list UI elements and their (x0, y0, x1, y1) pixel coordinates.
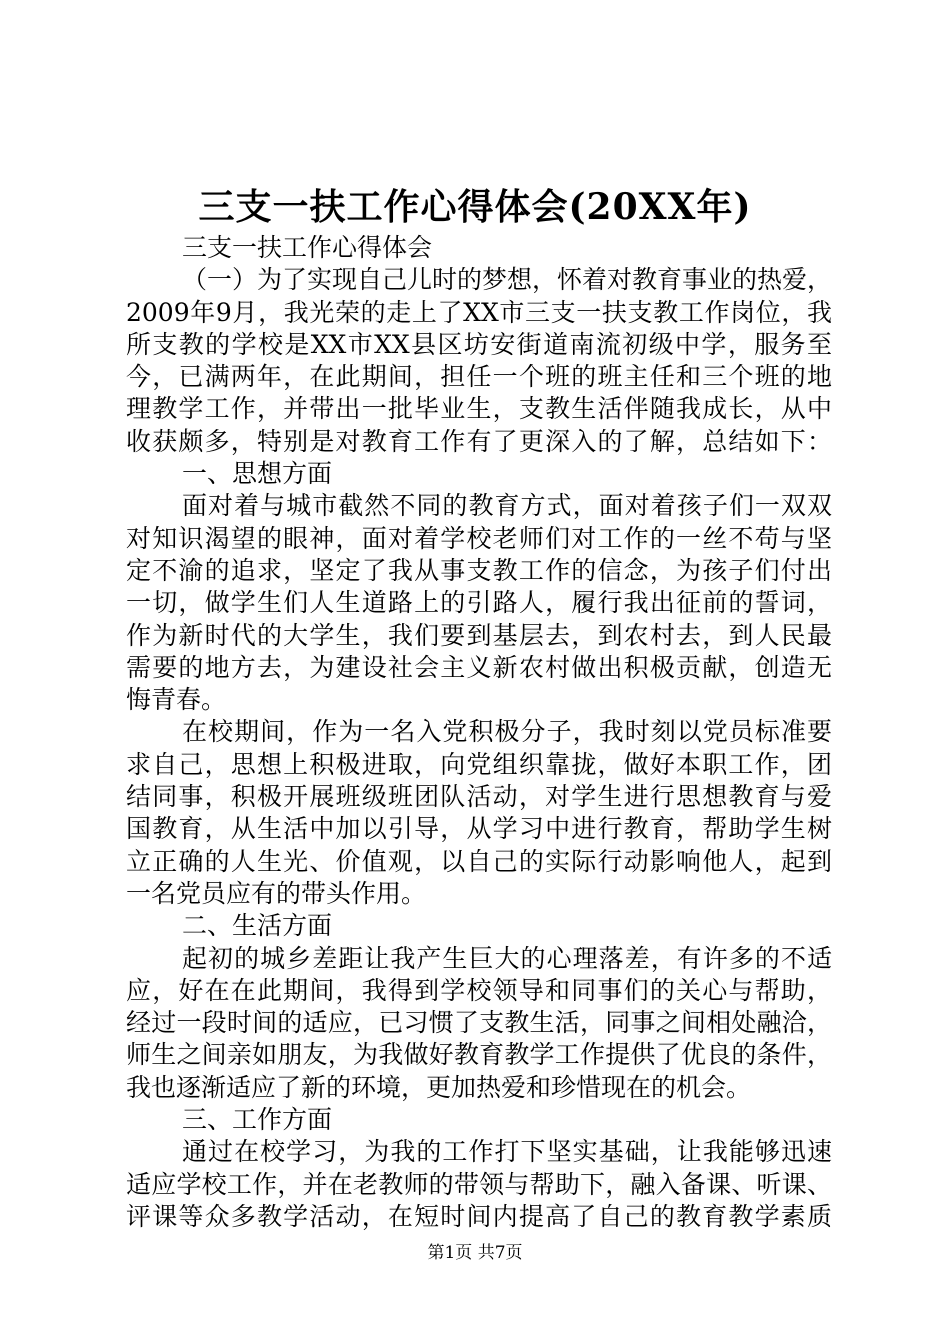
text-line: 面对着与城市截然不同的教育方式，面对着孩子们一双双 (182, 491, 832, 521)
text-line: 师生之间亲如朋友，为我做好教育教学工作提供了优良的条件， (126, 1040, 832, 1070)
text-line: 悔青春。 (126, 685, 227, 715)
text-line: 收获颇多，特别是对教育工作有了更深入的了解，总结如下： (126, 426, 832, 456)
text-line: 作为新时代的大学生，我们要到基层去，到农村去，到人民最 (126, 620, 832, 650)
page-number: 第1页 共7页 (427, 1243, 523, 1263)
document-title: 三支一扶工作心得体会(20XX年) (198, 186, 752, 228)
section-heading: 一、思想方面 (182, 459, 333, 489)
text-line: 起初的城乡差距让我产生巨大的心理落差，有许多的不适 (182, 943, 832, 973)
text-line: 一切，做学生们人生道路上的引路人，履行我出征前的誓词， (126, 588, 832, 618)
text-line: 适应学校工作，并在老教师的带领与帮助下，融入备课、听课、 (126, 1169, 832, 1199)
text-line: 理教学工作，并带出一批毕业生，支教生活伴随我成长，从中 (126, 394, 832, 424)
text-line: 我也逐渐适应了新的环境，更加热爱和珍惜现在的机会。 (126, 1072, 752, 1102)
text-line: 通过在校学习，为我的工作打下坚实基础，让我能够迅速 (182, 1137, 832, 1167)
text-line: 今，已满两年，在此期间，担任一个班的班主任和三个班的地 (126, 362, 832, 392)
text-line: 2009年9月，我光荣的走上了XX市三支一扶支教工作岗位，我 (126, 297, 832, 327)
text-line: 评课等众多教学活动，在短时间内提高了自己的教育教学素质 (126, 1201, 832, 1231)
text-line: 求自己，思想上积极进取，向党组织靠拢，做好本职工作，团 (126, 749, 832, 779)
document-body (126, 232, 832, 1233)
text-line: 经过一段时间的适应，已习惯了支教生活，同事之间相处融洽， (126, 1008, 832, 1038)
text-line: 对知识渴望的眼神，面对着学校老师们对工作的一丝不苟与坚 (126, 523, 832, 553)
text-line: 定不渝的追求，坚定了我从事支教工作的信念，为孩子们付出 (126, 555, 832, 585)
section-heading: 三、工作方面 (182, 1105, 333, 1135)
text-line: 所支教的学校是XX市XX县区坊安街道南流初级中学，服务至 (126, 329, 832, 359)
text-line: （一）为了实现自己儿时的梦想，怀着对教育事业的热爱， (182, 265, 832, 295)
text-line: 结同事，积极开展班级班团队活动，对学生进行思想教育与爱 (126, 782, 832, 812)
text-line: 在校期间，作为一名入党积极分子，我时刻以党员标准要 (182, 717, 832, 747)
text-line: 应，好在在此期间，我得到学校领导和同事们的关心与帮助， (126, 975, 832, 1005)
text-line: 立正确的人生光、价值观，以自己的实际行动影响他人，起到 (126, 846, 832, 876)
text-line: 国教育，从生活中加以引导，从学习中进行教育，帮助学生树 (126, 814, 832, 844)
text-line: 三支一扶工作心得体会 (182, 233, 433, 262)
text-line: 需要的地方去，为建设社会主义新农村做出积极贡献，创造无 (126, 652, 832, 682)
section-heading: 二、生活方面 (182, 911, 333, 941)
text-line: 一名党员应有的带头作用。 (126, 878, 427, 908)
